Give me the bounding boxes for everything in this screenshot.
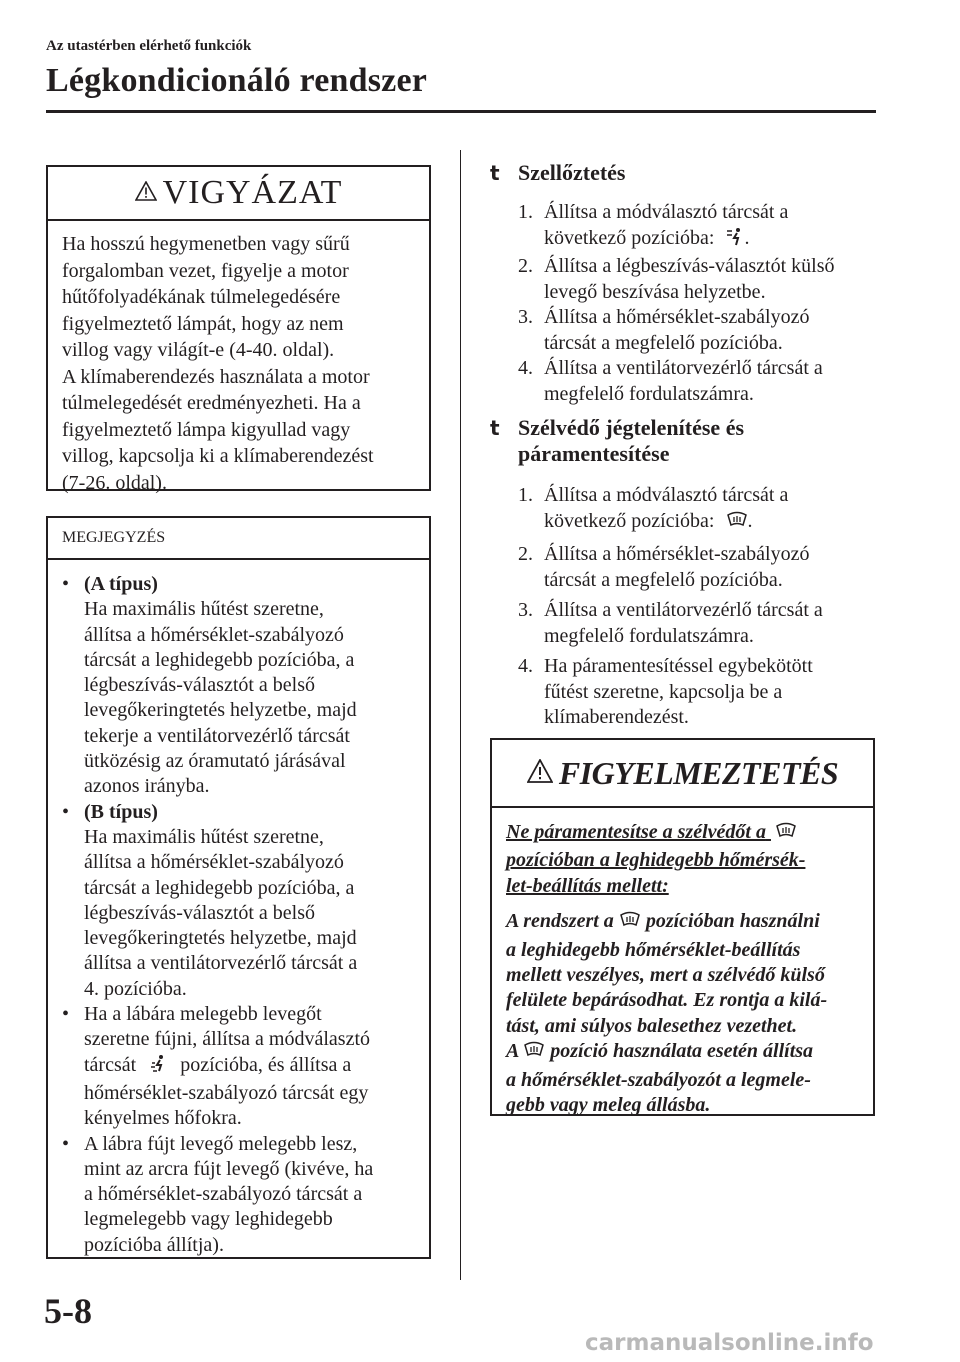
step-number: 3. [518, 306, 533, 328]
warning-triangle-icon [527, 759, 553, 788]
step-number: 2. [518, 255, 533, 277]
caution-title: VIGYÁZAT [162, 174, 343, 211]
note-line: tárcsát a leghidegebb pozícióba, a [84, 876, 355, 899]
caution-text [48, 221, 429, 506]
face-mode-icon [725, 227, 745, 255]
caution-line: forgalomban vezet, figyelje a motor [62, 259, 349, 282]
step-line: megfelelő fordulatszámra. [544, 624, 754, 647]
warning-line: A rendszert a [506, 910, 614, 933]
warning-title: FIGYELMEZTETÉS [558, 754, 839, 791]
step-line: Állítsa a módválasztó tárcsát a [544, 484, 789, 506]
defrost-step [490, 483, 880, 537]
warning-line: a leghidegebb hőmérséklet-beállítás [506, 938, 801, 961]
step-number: 3. [518, 599, 533, 621]
note-line: Ha a lábára melegebb levegőt [84, 1003, 322, 1026]
note-title: MEGJEGYZÉS [48, 518, 429, 560]
defrost-heading [490, 415, 880, 467]
step-line: Állítsa a ventilátorvezérlő tárcsát a [544, 357, 823, 379]
note-line: állítsa a ventilátorvezérlő tárcsát a [84, 952, 358, 975]
warning-line: let-beállítás mellett: [506, 874, 669, 897]
note-line: levegőkeringtetés helyzetbe, majd [84, 927, 357, 950]
header-rule [46, 110, 876, 113]
step-line [544, 509, 880, 538]
windshield-defrost-icon [619, 910, 641, 937]
note-line: 4. pozícióba. [84, 977, 187, 1000]
warning-underlined [506, 820, 859, 899]
defrost-step [490, 542, 880, 593]
step-line-part: következő pozícióba: [544, 509, 715, 532]
note-line: állítsa a hőmérséklet-szabályozó [84, 623, 344, 646]
note-line: légbeszívás-választót a belső [84, 674, 316, 697]
note-item-feet-warm [62, 1002, 415, 1131]
warning-line: Ne páramentesítse a szélvédőt a [506, 821, 766, 843]
warning-header [492, 740, 873, 808]
caution-header [48, 167, 429, 221]
page-title: Légkondicionáló rendszer [46, 62, 428, 99]
caution-line: figyelmeztető lámpa kigyullad vagy [62, 418, 351, 441]
step-line: tárcsát a megfelelő pozícióba. [544, 568, 783, 591]
note-line: tekerje a ventilátorvezérlő tárcsát [84, 724, 350, 747]
note-line: hőmérséklet-szabályozó tárcsát egy [84, 1081, 369, 1104]
note-line: A lábra fújt levegő melegebb lesz, [84, 1132, 358, 1155]
note-item-heading: (B típus) [84, 800, 158, 823]
note-line: a hőmérséklet-szabályozó tárcsát a [84, 1183, 363, 1206]
note-line: pozícióba állítja). [84, 1233, 224, 1256]
column-divider [460, 150, 461, 1280]
ventilation-title: Szellőztetés [518, 160, 626, 185]
warning-line: A [506, 1040, 519, 1063]
note-line: légbeszívás-választót a belső [84, 901, 316, 924]
bullet-icon: • [62, 800, 70, 823]
ventilation-step [490, 254, 880, 305]
section-mark: t [490, 416, 500, 440]
caution-line: figyelmeztető lámpát, hogy az nem [62, 312, 344, 335]
note-line: legmelegebb vagy leghidegebb [84, 1208, 333, 1231]
warning-line: a hőmérséklet-szabályozót a legmele- [506, 1068, 811, 1091]
step-line: megfelelő fordulatszámra. [544, 382, 754, 405]
note-line: szeretne fújni, állítsa a módválasztó [84, 1028, 371, 1051]
step-number: 1. [518, 484, 533, 506]
note-item-feet-air [62, 1132, 415, 1258]
defrost-step [490, 598, 880, 649]
defrost-section [490, 415, 880, 731]
note-line: állítsa a hőmérséklet-szabályozó [84, 851, 344, 874]
note-line: Ha maximális hűtést szeretne, [84, 825, 324, 848]
ventilation-section [490, 160, 880, 407]
note-box [46, 516, 431, 1259]
caution-line: Ha hosszú hegymenetben vagy sűrű [62, 233, 350, 255]
warning-box [490, 738, 875, 1116]
ventilation-steps [490, 200, 880, 407]
windshield-defrost-icon [775, 821, 797, 848]
step-line: Ha páramentesítéssel egybekötött [544, 655, 813, 677]
note-item-type-a [62, 572, 415, 800]
ventilation-step [490, 200, 880, 254]
caution-line: villog vagy világít-e (4-40. oldal). [62, 339, 335, 361]
note-line: azonos irányba. [84, 775, 210, 798]
caution-line: (7-26. oldal). [62, 471, 167, 494]
note-line: mint az arcra fújt levegő (kivéve, ha [84, 1157, 374, 1180]
note-text [48, 560, 429, 1258]
step-line: klímaberendezést. [544, 706, 689, 728]
note-item-type-b [62, 800, 415, 1002]
note-item-heading: (A típus) [84, 573, 158, 595]
warning-line: pozícióban használni [645, 910, 820, 933]
windshield-defrost-icon [726, 510, 748, 538]
defrost-title: Szélvédő jégtelenítése és [518, 415, 745, 440]
warning-line: tást, ami súlyos balesethez vezethet. [506, 1014, 798, 1037]
note-line: tárcsát a leghidegebb pozícióba, a [84, 648, 355, 671]
step-line-part: . [747, 509, 753, 532]
note-line-part: tárcsát [84, 1053, 137, 1076]
feet-mode-icon [149, 1054, 169, 1081]
warning-line: gebb vagy meleg állásba. [506, 1094, 711, 1117]
step-number: 4. [518, 357, 533, 379]
warning-paragraph [506, 909, 859, 1118]
note-line [84, 1053, 415, 1081]
step-line-part: . [744, 226, 750, 249]
step-line: Állítsa a ventilátorvezérlő tárcsát a [544, 599, 823, 621]
step-number: 4. [518, 655, 533, 677]
note-line: levegőkeringtetés helyzetbe, majd [84, 699, 357, 722]
warning-line: mellett veszélyes, mert a szélvédő külső [506, 964, 825, 987]
note-line: kényelmes hőfokra. [84, 1107, 242, 1130]
step-line: Állítsa a hőmérséklet-szabályozó [544, 543, 810, 565]
ventilation-step [490, 305, 880, 356]
step-number: 2. [518, 543, 533, 565]
note-line-part: pozícióba, és állítsa a [180, 1053, 352, 1076]
warning-triangle-icon [135, 181, 157, 206]
caution-line: túlmelegedését eredményezheti. Ha a [62, 392, 361, 414]
step-line: Állítsa a légbeszívás-választót külső [544, 255, 835, 277]
warning-line: pozícióban a leghidegebb hőmérsék- [506, 849, 806, 872]
defrost-step [490, 654, 880, 731]
bullet-icon: • [62, 1132, 70, 1155]
warning-line: pozíció használata esetén állítsa [550, 1040, 814, 1063]
warning-line: felülete bepárásodhat. Ez rontja a kilá- [506, 989, 828, 1012]
caution-line: hűtőfolyadékának túlmelegedésére [62, 286, 341, 308]
step-number: 1. [518, 201, 533, 223]
caution-line: villog, kapcsolja ki a klímaberendezést [62, 445, 374, 467]
step-line: Állítsa a módválasztó tárcsát a [544, 201, 789, 223]
bullet-icon: • [62, 573, 70, 595]
breadcrumb: Az utastérben elérhető funkciók [46, 38, 252, 54]
step-line-part: következő pozícióba: [544, 226, 715, 249]
bullet-icon: • [62, 1003, 70, 1026]
caution-box [46, 165, 431, 494]
ventilation-step [490, 356, 880, 407]
step-line: fűtést szeretne, kapcsolja be a [544, 680, 783, 703]
ventilation-heading [490, 160, 880, 186]
section-mark: t [490, 161, 500, 185]
note-line: Ha maximális hűtést szeretne, [84, 598, 324, 621]
page-number: 5-8 [44, 1291, 92, 1331]
watermark: carmanualsonline.info [585, 1330, 874, 1356]
caution-line: A klímaberendezés használata a motor [62, 365, 370, 388]
step-line [544, 226, 880, 255]
windshield-defrost-icon [523, 1040, 545, 1067]
step-line: Állítsa a hőmérséklet-szabályozó [544, 306, 810, 328]
defrost-title: páramentesítése [518, 441, 670, 466]
step-line: tárcsát a megfelelő pozícióba. [544, 331, 783, 354]
step-line: levegő beszívása helyzetbe. [544, 280, 766, 303]
defrost-steps [490, 483, 880, 731]
warning-text [492, 808, 873, 1130]
note-line: ütközésig az óramutató járásával [84, 750, 346, 773]
